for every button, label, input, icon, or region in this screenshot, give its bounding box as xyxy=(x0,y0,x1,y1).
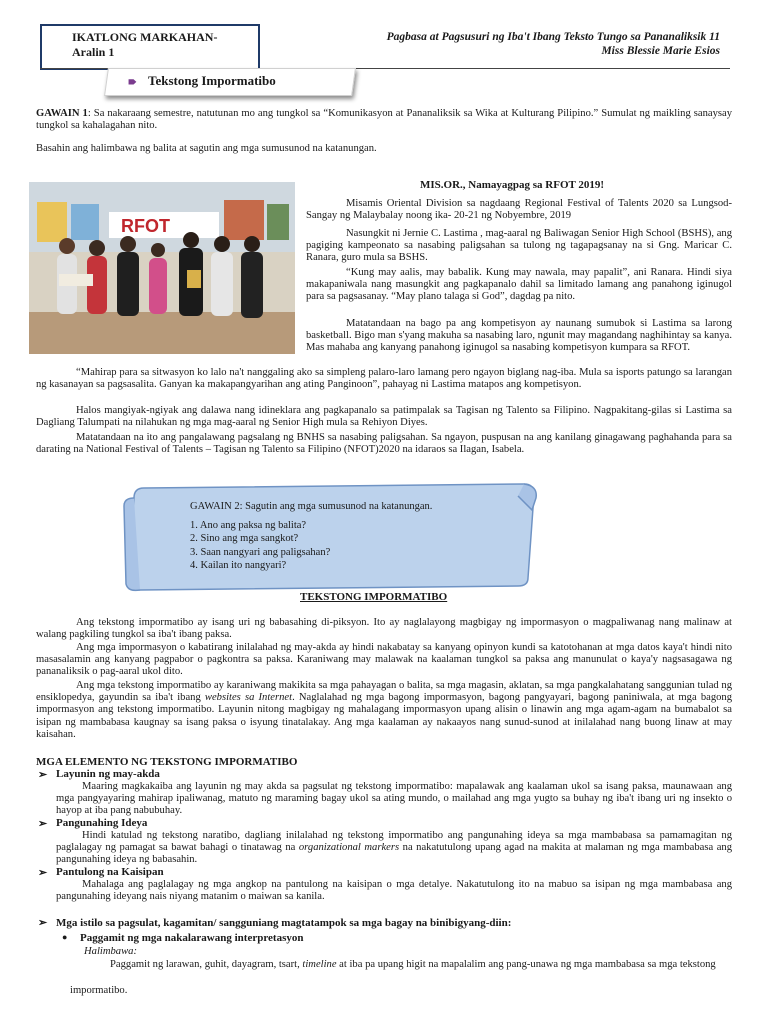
element-body-3: Mahalaga ang paglalagay ng mga angkop na pantulong na kaisipan o mga detalye. Nakatutulong ito na mabuo sa isipan ng mga mambabasa ang pangunahing ideyang nais niyang matanim o maiwan sa kanila. xyxy=(56,879,732,903)
news-headline: MIS.OR., Namayagpag sa RFOT 2019! xyxy=(420,179,605,191)
gawain2-title: : Sagutin ang mga sumusunod na katanungan. xyxy=(239,501,433,512)
lesson-text-3b: websites sa Internet xyxy=(204,692,293,704)
element-title-3: Pantulong na Kaisipan xyxy=(56,866,164,878)
styles-text-a: Paggamit ng larawan, guhit, dayagram, tsart, xyxy=(110,959,303,970)
styles-text xyxy=(80,959,732,971)
lesson-text-3a: Ang mga tekstong impormatibo ay karaniwang makikita sa mga pahayagan o balita, sa mga magasin, aklatan, sa mga pangkalahatang sanggunian tulad ng ensiklopedya, gayundin sa iba't ibang xyxy=(36,680,732,704)
question-item: 2. Sino ang mga sangkot? xyxy=(190,533,299,544)
element-text-2 xyxy=(56,830,732,867)
news-photo xyxy=(29,182,295,354)
styles-subtitle: Paggamit ng mga nakalarawang interpretasyon xyxy=(80,932,304,944)
news-text-7: Matatandaan na ito ang pangalawang pagsalang ng BNHS sa nasabing paligsahan. Sa ngayon, puspusan na ang kanilang ginagawang paghahanda para sa darating na National Festival of Talents – Tagisan ng Talento sa Filipino (NFOT)2020 na idaraos sa Ilagan, Isabela. xyxy=(36,432,732,456)
elements-heading: MGA ELEMENTO NG TEKSTONG IMPORMATIBO xyxy=(36,756,298,768)
gawain2-heading xyxy=(190,500,432,514)
styles-text-end: impormatibo. xyxy=(70,985,128,996)
arrow-bullet-icon: ➢ xyxy=(38,818,48,830)
element-body-2b: organizational markers xyxy=(298,842,400,854)
news-text-4: Matatandaan na bago pa ang kompetisyon ay naunang sumubok si Lastima sa larong basketball. Bigo man s'yang makuha sa nasabing laro, ngunit may magandang naghihintay sa kanya. Mas mahaba ang kanyang panahong iginugol sa nasabing kompetisyon kumpara sa RFOT. xyxy=(306,318,732,354)
news-paragraph-4 xyxy=(306,318,732,355)
arrow-bullet-icon: ➢ xyxy=(38,917,48,929)
news-text-2: Nasungkit ni Jernie C. Lastima , mag-aaral ng Baliwagan Senior High School (BSHS), ang pagiging kampeonato sa nasabing paligsahan sa tulong ng tagapagsanay na si Gng. Maricar C. Ranara, guro mula sa BSHS. xyxy=(306,228,733,264)
gawain1-paragraph xyxy=(36,108,732,132)
question-item: 4. Kailan ito nangyari? xyxy=(190,560,287,571)
element-text-3 xyxy=(56,879,732,903)
styles-text-c: at iba pa upang higit na mapalalim ang pang-unawa ng mga mambabasa sa mga tekstong xyxy=(336,959,716,970)
news-text-5: “Mahirap para sa sitwasyon ko lalo na't nanggaling ako sa simpleng palaro-laro lamang pero ngayon biglang nag-iba. Mula sa isports patungo sa larangan ng kasanayan sa pagsasalita. Ganyan ka makapangyarihan ang ating Panginoon”, pahayag ni Lastima matapos ang kompetisyon. xyxy=(36,367,732,391)
quarter-label-line1: IKATLONG MARKAHAN- xyxy=(72,30,218,44)
gawain2-content xyxy=(190,500,432,573)
instruction-text: Basahin ang halimbawa ng balita at sagutin ang mga sumusunod na katanungan. xyxy=(36,143,377,154)
header-title xyxy=(300,30,720,58)
arrow-bullet-icon: ➢ xyxy=(38,769,48,781)
quarter-label xyxy=(72,30,252,60)
gawain1-text: : Sa nakaraang semestre, natutunan mo ang tungkol sa “Komunikasyon at Pananaliksik sa Wika at Kulturang Pilipino.” Sumulat ng maikling sanaysay tungkol sa kahalagahan nito. xyxy=(36,108,732,132)
lesson-text-2: Ang mga impormasyon o kabatirang inilalahad ng may-akda ay hindi nakabatay sa kanyang opinyon kundi sa katotohanan at mga datos kaya't hindi nito masasalamin ang kanyang pagpabor o pagkontra sa paksa. Karaniwang may malawak na kaalaman tungkol sa paksa ang manunulat o kaya'y nagsasagawa ng pananaliksik o pag-aaral ukol dito. xyxy=(36,642,732,678)
round-bullet-icon: ● xyxy=(62,932,68,942)
lesson-paragraph-2 xyxy=(36,642,732,679)
gawain1-label: GAWAIN 1 xyxy=(36,108,88,119)
news-paragraph-3 xyxy=(306,267,732,304)
element-title-1: Layunin ng may-akda xyxy=(56,768,160,780)
news-text-1: Misamis Oriental Division sa nagdaang Regional Festival of Talents 2020 sa Lungsod- Sangay ng Malaybalay noong ika- 20-21 ng Nobyembre, 2019 xyxy=(306,198,732,222)
news-paragraph-1 xyxy=(306,198,732,222)
topic-title: Tekstong Impormatibo xyxy=(148,73,276,88)
arrow-bullet-icon: ➢ xyxy=(38,867,48,879)
course-title: Pagbasa at Pagsusuri ng Iba't Ibang Teksto Tungo sa Pananaliksik 11 xyxy=(386,31,720,43)
element-body-2a: Hindi katulad ng tekstong naratibo, dagliang inilalahad ng tekstong impormatibo ang pangunahing ideya sa mga mambabasa sa pamamagitan ng paglalagay ng pamagat sa bawat bahagi o tinatawag na xyxy=(56,830,732,854)
lesson-title: TEKSTONG IMPORMATIBO xyxy=(300,591,448,603)
element-body-2c: na nakatutulong upang agad na makita at malaman ng mga mambabasa ang pangunahing ideya ng babasahin. xyxy=(56,842,732,866)
quarter-label-line2: Aralin 1 xyxy=(72,45,115,59)
lesson-text-1: Ang tekstong impormatibo ay isang uri ng babasahing di-piksyon. Ito ay naglalayong magbigay ng impormasyon o magpaliwanag nang malinaw at walang pagkiling tungkol sa iba't ibang paksa. xyxy=(36,617,732,641)
gawain2-label: GAWAIN 2 xyxy=(190,501,240,512)
lesson-text-3c: . Naglalahad ng mga bagong impormasyon, bagong pangyayari, bagong paniniwala, at mga bagong impormasyon ang tekstong impormatibo. Layunin nitong magbigay ng mahalagang impormasyon upang alisin o linawin ang mga agam-agam na bumabalot sa isipan ng mambabasa kaugnay sa isang paksa o isyung tinatalakay. Ang mga kaalaman ay nakaayos nang sunud-sunod at inilalahad nang buong linaw at may kaisahan. xyxy=(36,692,733,740)
element-title-2: Pangunahing Ideya xyxy=(56,817,148,829)
svg-text:RFOT: RFOT xyxy=(121,216,170,236)
news-paragraph-5 xyxy=(36,367,732,391)
styles-heading: Mga istilo sa pagsulat, kagamitan/ sangguniang magtatampok sa mga bagay na binibigyang-diin: xyxy=(56,917,512,929)
news-text-6: Halos mangiyak-ngiyak ang dalawa nang idineklara ang pagkapanalo sa patimpalak sa Tagisan ng Talento sa Filipino. Nagpakitang-gilas si Lastima sa Dagliang Talumpati na nilahukan ng mga mag-aaral ng Senior High mula sa Rehiyon Diyes. xyxy=(36,405,732,429)
teacher-name: Miss Blessie Marie Esios xyxy=(601,45,720,57)
element-body-1: Maaring magkakaiba ang layunin ng may akda sa pagsulat ng tekstong impormatibo: mapalawak ang kaalaman ukol sa isang paksa, maunawaan ang mga pangyayaring mahirap ipaliwanag, matuto ng maraming bagay ukol sa ating mundo, o mailahad ang mga yugto sa buhay ng iba't ibang uri ng insekto o hayop at iba pang nabubuhay. xyxy=(56,781,732,817)
news-text-3: “Kung may aalis, may babalik. Kung may nawala, may papalit”, ani Ranara. Hindi siya makapaniwala nang masungkit ang pagkapanalo dahil sa limitado lamang ang panahong iginugol para sa pagsasanay. “May plano talaga si God”, dagdag pa nito. xyxy=(306,267,732,303)
lesson-paragraph-3 xyxy=(36,680,732,741)
question-item: 1. Ano ang paksa ng balita? xyxy=(190,519,307,531)
element-text-1 xyxy=(56,781,732,818)
lesson-paragraph-1 xyxy=(36,617,732,641)
news-paragraph-6 xyxy=(36,405,732,429)
news-paragraph-7 xyxy=(36,432,732,456)
styles-text-b: timeline xyxy=(302,959,337,970)
question-item: 3. Saan nangyari ang paligsahan? xyxy=(190,546,331,558)
gawain2-question-list xyxy=(190,519,432,573)
example-label: Halimbawa: xyxy=(84,946,137,957)
news-paragraph-2 xyxy=(306,228,732,265)
arrow-bullet-icon: 🠶 xyxy=(128,77,137,89)
